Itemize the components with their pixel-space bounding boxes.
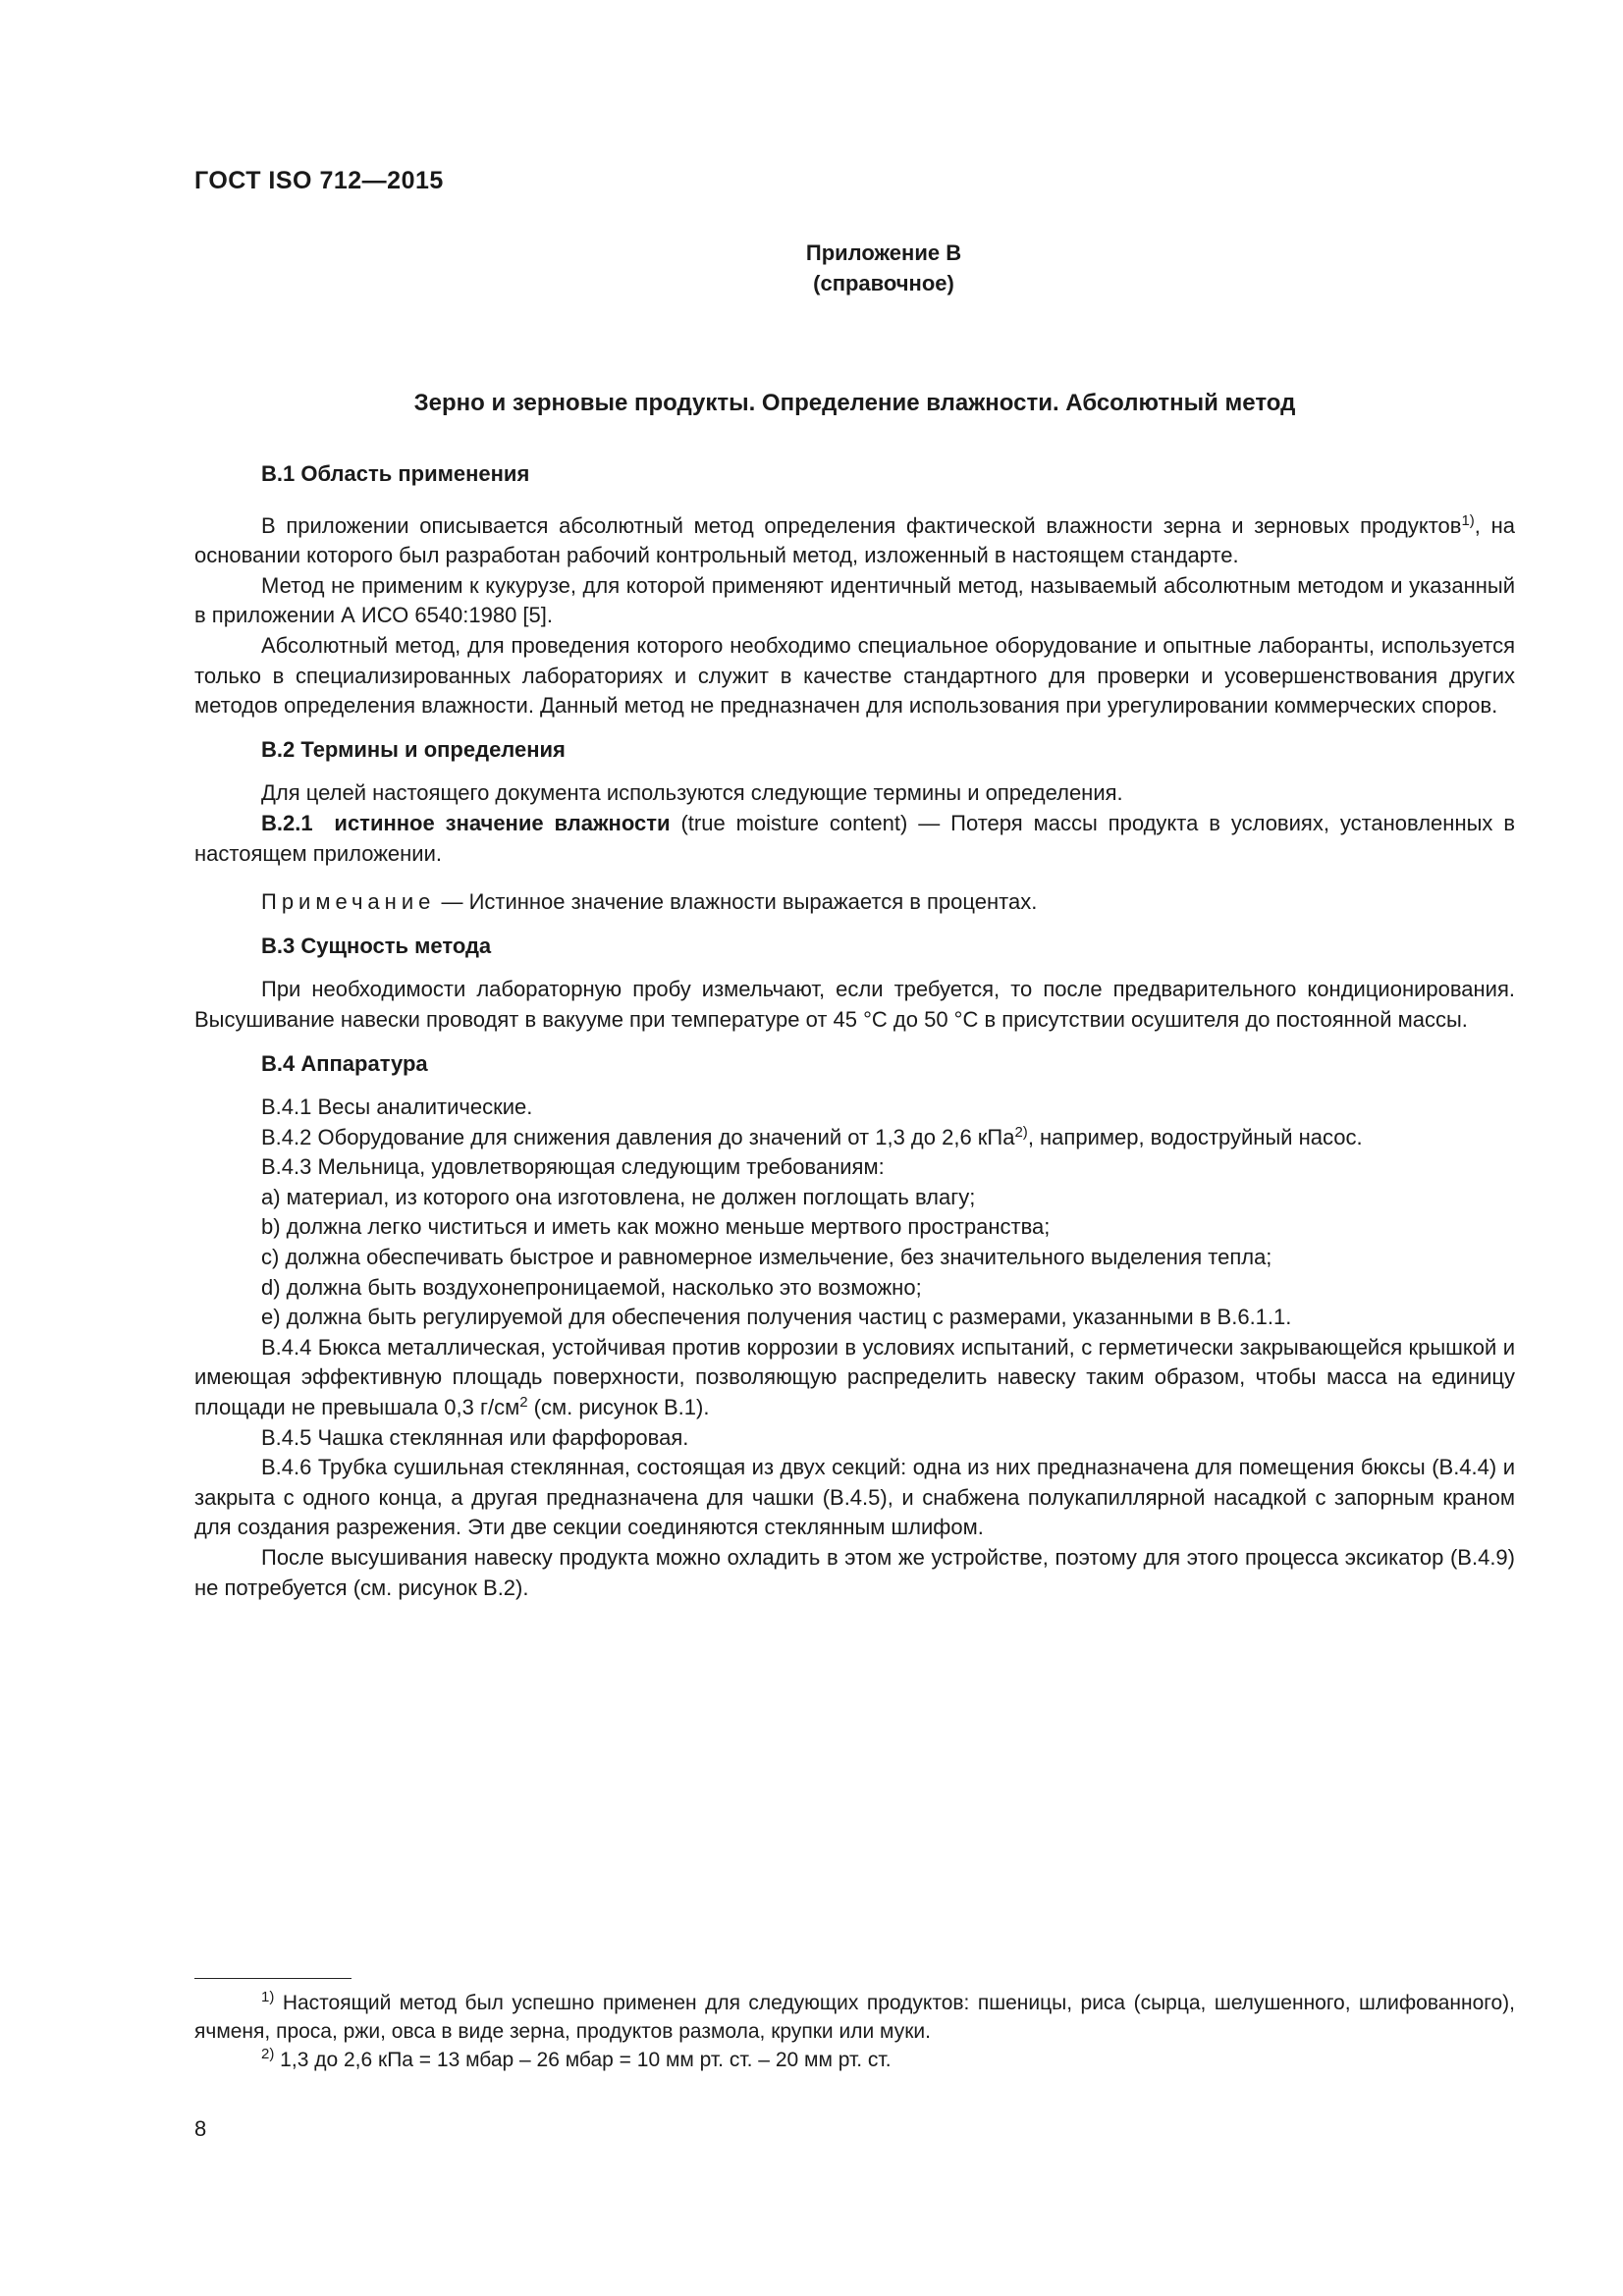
footnote-2-mark: 2) bbox=[261, 2046, 275, 2062]
footnote-2: $^{2)}$ 1,3 до 2,6 кПа = 13 мбар – 26 мбар = 10 мм рт. ст. – 20 мм рт. ст. bbox=[261, 2046, 892, 2071]
b4-paragraph-after: После высушивания навеску продукта можно охладить в этом же устройстве, поэтому для этого процесса эксикатор (В.4.9) не потребуется (см. рисунок В.2). bbox=[194, 1545, 1515, 1600]
b1-paragraph-2: Метод не применим к кукурузе, для которой применяют идентичный метод, называемый абсолютным методом и указанный в приложении А ИСО 6540:1980 [5]. bbox=[194, 572, 1515, 628]
section-heading-b3: В.3 Сущность метода bbox=[261, 933, 492, 958]
body-text bbox=[194, 459, 1515, 1603]
b2-paragraph-1: Для целей настоящего документа используются следующие термины и определения. bbox=[261, 780, 1123, 806]
b1-paragraph-1: В приложении описывается абсолютный метод определения фактической влажности зерна и зерновых продуктов$^{1)}$, на основании которого был разработан рабочий контрольный метод, изложенный в настоящем стандарте. bbox=[194, 511, 1515, 568]
b4-item-2: В.4.2 Оборудование для снижения давления до значений от 1,3 до 2,6 кПа$^{2)}$, например, водоструйный насос. bbox=[261, 1123, 1363, 1149]
b4-item-6: В.4.6 Трубка сушильная стеклянная, состоящая из двух секций: одна из них предназначена для помещения бюксы (В.4.4) и закрыта с одного конца, а другая предназначена для чашки (В.4.5), и снабжена полукапиллярной насадкой с запорным краном для создания разрежения. Эти две секции соединяются стеклянным шлифом. bbox=[194, 1455, 1515, 1540]
section-heading-b1: В.1 Область применения bbox=[261, 461, 530, 486]
footnote-ref-1: 1) bbox=[1461, 511, 1475, 529]
term-number: В.2.1 bbox=[261, 810, 313, 835]
list-item-c: c) должна обеспечивать быстрое и равномерное измельчение, без значительного выделения тепла; bbox=[261, 1245, 1272, 1270]
b1-paragraph-3: Абсолютный метод, для проведения которого необходимо специальное оборудование и опытные лаборанты, используется только в специализированных лабораториях и служит в качестве стандартного для проверки и усовершенствования других методов определения влажности. Данный метод не предназначен для использования при урегулировании коммерческих споров. bbox=[194, 632, 1515, 719]
footnotes bbox=[194, 1989, 1515, 2074]
b3-paragraph-1: При необходимости лабораторную пробу измельчают, если требуется, то после предварительного кондиционирования. Высушивание навески проводят в вакууме при температуре от 45 °С до 50 °С в присутствии осушителя до постоянной массы. bbox=[194, 977, 1515, 1032]
b4-item-5: В.4.5 Чашка стеклянная или фарфоровая. bbox=[261, 1424, 689, 1450]
footnote-divider bbox=[194, 1978, 352, 1979]
page-number: 8 bbox=[194, 2116, 207, 2141]
b2-note: Примечание — Истинное значение влажности выражается в процентах. bbox=[261, 889, 1038, 915]
appendix-title: Зерно и зерновые продукты. Определение влажности. Абсолютный метод bbox=[413, 390, 1296, 416]
standard-id: ГОСТ ISO 712—2015 bbox=[194, 167, 444, 194]
footnote-1-mark: 1) bbox=[261, 1989, 275, 2005]
section-heading-b4: В.4 Аппаратура bbox=[261, 1050, 428, 1076]
note-label: Примечание bbox=[261, 889, 436, 915]
b2-term-definition: В.2.1 истинное значение влажности (true moisture content) — Потеря массы продукта в условиях, установленных в настоящем приложении. bbox=[194, 810, 1516, 866]
list-item-d: d) должна быть воздухонепроницаемой, насколько это возможно; bbox=[261, 1274, 922, 1300]
footnote-1: $^{1)}$ Настоящий метод был успешно применен для следующих продуктов: пшеницы, риса (сырца, шелушенного, шлифованного), ячменя, проса, ржи, овса в виде зерна, продуктов размола, крупки или муки. bbox=[194, 1989, 1515, 2043]
section-heading-b2: В.2 Термины и определения bbox=[261, 736, 566, 762]
unit-superscript: 2 bbox=[519, 1394, 528, 1412]
footnote-ref-2: 2) bbox=[1014, 1123, 1028, 1141]
b4-item-3: В.4.3 Мельница, удовлетворяющая следующим требованиям: bbox=[261, 1154, 885, 1180]
appendix-kind: (справочное) bbox=[813, 271, 954, 295]
term-name: истинное значение влажности bbox=[334, 810, 671, 835]
b4-item-4: В.4.4 Бюкса металлическая, устойчивая против коррозии в условиях испытаний, с герметически закрывающейся крышкой и имеющая эффективную площадь поверхности, позволяющую распределить навеску таким образом, чтобы масса на единицу площади не превышала 0,3 $г/см^2$ (см. рисунок В.1). bbox=[194, 1334, 1515, 1420]
list-item-e: e) должна быть регулируемой для обеспечения получения частиц с размерами, указанными в В.6.1.1. bbox=[261, 1305, 1292, 1330]
appendix-label: Приложение В bbox=[805, 240, 962, 265]
b4-item-1: В.4.1 Весы аналитические. bbox=[261, 1095, 533, 1120]
list-item-b: b) должна легко чиститься и иметь как можно меньше мертвого пространства; bbox=[261, 1214, 1051, 1240]
list-item-a: a) материал, из которого она изготовлена, не должен поглощать влагу; bbox=[261, 1184, 976, 1209]
